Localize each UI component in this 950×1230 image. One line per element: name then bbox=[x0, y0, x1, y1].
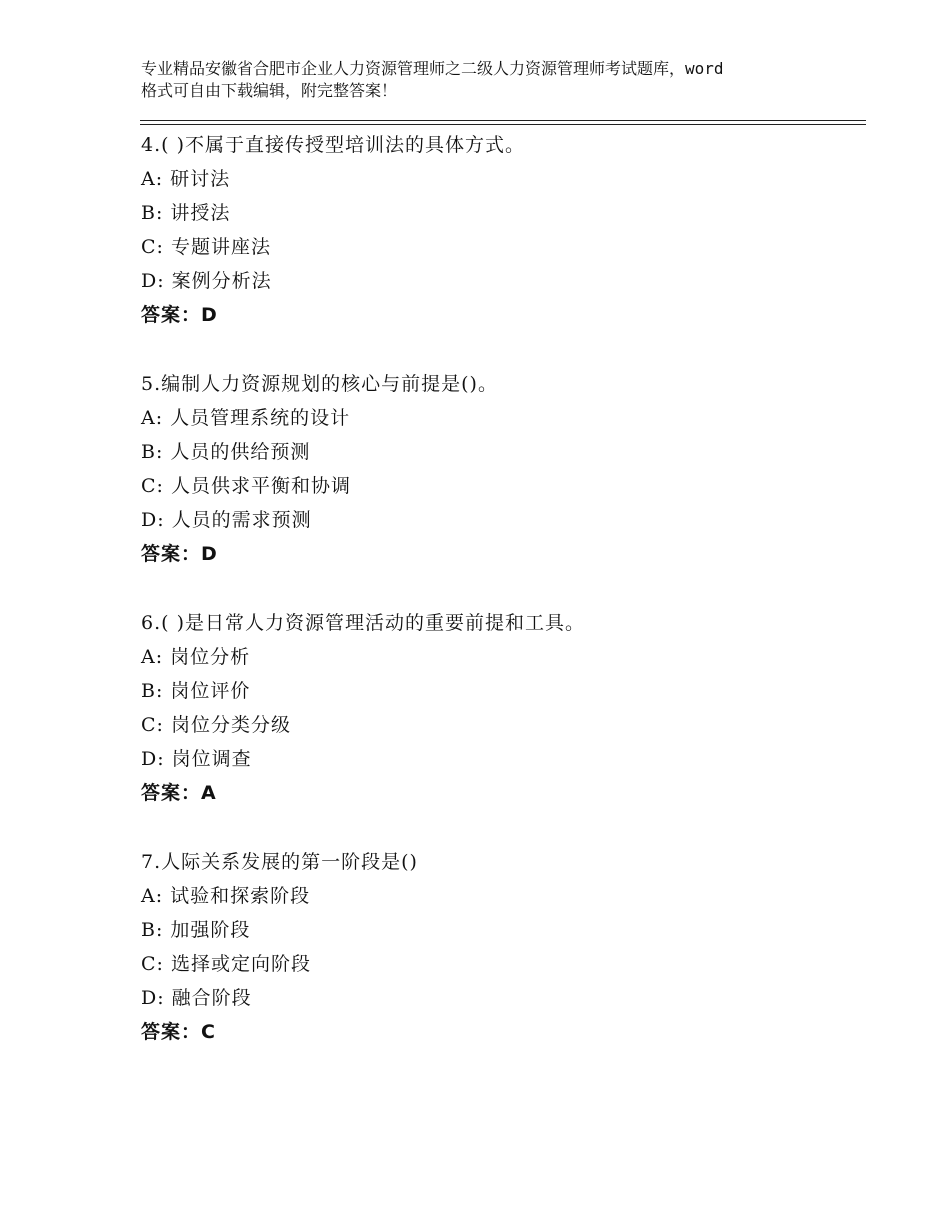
header-line-2: 格式可自由下载编辑，附完整答案！ bbox=[141, 81, 398, 100]
question-list bbox=[141, 128, 866, 1084]
option-a: A: 研讨法 bbox=[141, 168, 231, 190]
answer-label: 答案：C bbox=[141, 1021, 216, 1043]
option-a: A: 试验和探索阶段 bbox=[141, 885, 311, 907]
option-b: B: 讲授法 bbox=[141, 202, 231, 224]
answer-label: 答案：A bbox=[141, 782, 217, 804]
header-line-1: 专业精品安徽省合肥市企业人力资源管理师之二级人力资源管理师考试题库，word bbox=[141, 59, 724, 78]
header-divider-top bbox=[140, 120, 866, 121]
option-c: C: 人员供求平衡和协调 bbox=[141, 475, 351, 497]
option-d: D: 岗位调查 bbox=[141, 748, 252, 770]
question-stem: 5.编制人力资源规划的核心与前提是()。 bbox=[141, 373, 498, 395]
option-a: A: 岗位分析 bbox=[141, 646, 251, 668]
option-d: D: 案例分析法 bbox=[141, 270, 272, 292]
option-d: D: 人员的需求预测 bbox=[141, 509, 312, 531]
option-c: C: 选择或定向阶段 bbox=[141, 953, 311, 975]
option-a: A: 人员管理系统的设计 bbox=[141, 407, 351, 429]
answer-label: 答案：D bbox=[141, 543, 218, 565]
question-5 bbox=[141, 367, 866, 571]
question-stem: 7.人际关系发展的第一阶段是() bbox=[141, 851, 418, 873]
option-c: C: 专题讲座法 bbox=[141, 236, 271, 258]
question-7 bbox=[141, 845, 866, 1049]
question-6 bbox=[141, 606, 866, 810]
option-b: B: 岗位评价 bbox=[141, 680, 251, 702]
question-stem: 4.( )不属于直接传授型培训法的具体方式。 bbox=[141, 134, 525, 156]
document-header bbox=[141, 58, 841, 102]
option-b: B: 人员的供给预测 bbox=[141, 441, 311, 463]
answer-label: 答案：D bbox=[141, 304, 218, 326]
option-d: D: 融合阶段 bbox=[141, 987, 252, 1009]
option-b: B: 加强阶段 bbox=[141, 919, 251, 941]
question-stem: 6.( )是日常人力资源管理活动的重要前提和工具。 bbox=[141, 612, 585, 634]
question-4 bbox=[141, 128, 866, 332]
header-divider-bottom bbox=[140, 124, 866, 125]
option-c: C: 岗位分类分级 bbox=[141, 714, 291, 736]
